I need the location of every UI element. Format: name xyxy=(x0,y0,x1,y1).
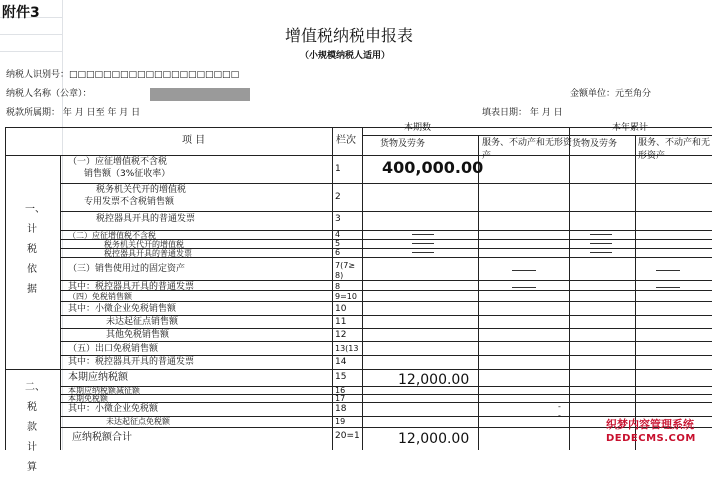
row-item-12: 其他免税销售额 xyxy=(106,330,170,340)
attachment-label: 附件3 xyxy=(2,5,40,21)
row-item-2b: 专用发票不含税销售额 xyxy=(84,197,175,207)
dash-mark xyxy=(590,234,612,235)
row-no-11: 11 xyxy=(335,317,347,327)
header-cumulative: 本年累计 xyxy=(612,123,649,133)
row-item-8: 其中：税控器具开具的普通发票 xyxy=(68,282,195,292)
row-item-10: 其中：小微企业免税销售额 xyxy=(68,304,177,314)
row-no-15: 15 xyxy=(335,372,347,382)
row-no-16: 16 xyxy=(335,386,346,395)
tick-mark: - xyxy=(558,411,561,420)
row-no-6: 6 xyxy=(335,248,341,257)
row-no-10: 10 xyxy=(335,304,347,314)
tick-mark: - xyxy=(558,402,561,411)
row-item-11: 未达起征点销售额 xyxy=(106,317,179,327)
form-title: 增值税纳税申报表 xyxy=(285,26,414,45)
dash-mark xyxy=(512,270,536,271)
header-row-no: 栏次 xyxy=(336,135,356,146)
section-tax: 二、税款计算 xyxy=(25,382,45,473)
row-item-6: 税控器具开具的普通发票 xyxy=(104,249,192,258)
row-item-20: 应纳税额合计 xyxy=(72,432,132,443)
header-this-period: 本期数 xyxy=(404,123,432,133)
row-item-19: 未达起征点免税额 xyxy=(106,417,170,426)
section-basis: 一、计税依据 xyxy=(25,204,45,295)
taxpayer-name: 纳税人名称（公章）： xyxy=(6,89,92,99)
row-item-1: （一）应征增值税不含税 xyxy=(68,157,168,167)
row-no-7b: 8) xyxy=(335,271,344,280)
header-item: 项 目 xyxy=(182,135,206,146)
row-no-9: 9=10 xyxy=(335,292,357,301)
row-item-1b: 销售额（3%征收率） xyxy=(84,169,171,179)
row-no-3: 3 xyxy=(335,214,341,224)
amount-unit: 金额单位：元至角分 xyxy=(570,89,652,99)
row-item-18: 其中：小微企业免税额 xyxy=(68,404,159,414)
watermark-title: 织梦内容管理系统 xyxy=(606,418,694,431)
dash-mark xyxy=(412,243,434,244)
row-item-13: （五）出口免税销售额 xyxy=(68,344,159,354)
row-no-4: 4 xyxy=(335,230,341,239)
row-no-19: 19 xyxy=(335,417,346,426)
row-item-4: （二）应征增值税不含税 xyxy=(68,231,156,240)
value-row15-goods: 12,000.00 xyxy=(398,372,470,388)
row-item-17: 本期免税额 xyxy=(68,394,108,403)
tax-period: 税款所属期： 年 月 日至 年 月 日 xyxy=(6,108,141,118)
row-no-20: 20=1 xyxy=(335,431,360,441)
row-no-18: 18 xyxy=(335,404,347,414)
row-no-2: 2 xyxy=(335,192,341,202)
dash-mark xyxy=(656,270,680,271)
row-item-16: 本期应纳税额减征额 xyxy=(68,386,140,395)
header-services: 服务、不动产和无形资产 xyxy=(482,138,573,161)
dash-mark xyxy=(412,252,434,253)
row-no-5: 5 xyxy=(335,239,341,248)
header-services-cumulative: 服务、不动产和无形资产 xyxy=(638,138,711,161)
dash-mark xyxy=(590,243,612,244)
row-item-14: 其中：税控器具开具的普通发票 xyxy=(68,357,195,367)
row-item-9: （四）免税销售额 xyxy=(68,292,132,301)
row-no-8: 8 xyxy=(335,282,341,291)
header-goods: 货物及劳务 xyxy=(380,139,426,149)
value-row20-goods: 12,000.00 xyxy=(398,431,470,447)
row-no-13: 13(13 xyxy=(335,344,359,353)
row-no-17: 17 xyxy=(335,394,346,403)
form-subtitle: （小规模纳税人适用） xyxy=(300,51,391,61)
dash-mark xyxy=(512,287,536,288)
row-no-12: 12 xyxy=(335,330,347,340)
fill-date: 填表日期： 年 月 日 xyxy=(482,108,563,118)
dash-mark xyxy=(412,234,434,235)
row-item-2: 税务机关代开的增值税 xyxy=(96,185,187,195)
header-goods-cumulative: 货物及劳务 xyxy=(572,139,618,149)
row-no-14: 14 xyxy=(335,357,347,367)
row-item-3: 税控器具开具的普通发票 xyxy=(96,214,196,224)
row-item-5: 税务机关代开的增值税 xyxy=(104,240,184,249)
taxpayer-id: 纳税人识别号：□□□□□□□□□□□□□□□□□□□□ xyxy=(6,70,240,80)
row-no-1: 1 xyxy=(335,164,341,174)
value-row1-goods: 400,000.00 xyxy=(382,158,484,177)
watermark-domain: DEDECMS.COM xyxy=(606,433,696,444)
redacted-name xyxy=(150,88,250,101)
row-item-7: （三）销售使用过的固定资产 xyxy=(68,264,186,274)
dash-mark xyxy=(656,287,680,288)
dash-mark xyxy=(590,252,612,253)
row-no-7: 7(7≥ xyxy=(335,261,356,270)
row-item-15: 本期应纳税额 xyxy=(68,372,128,383)
